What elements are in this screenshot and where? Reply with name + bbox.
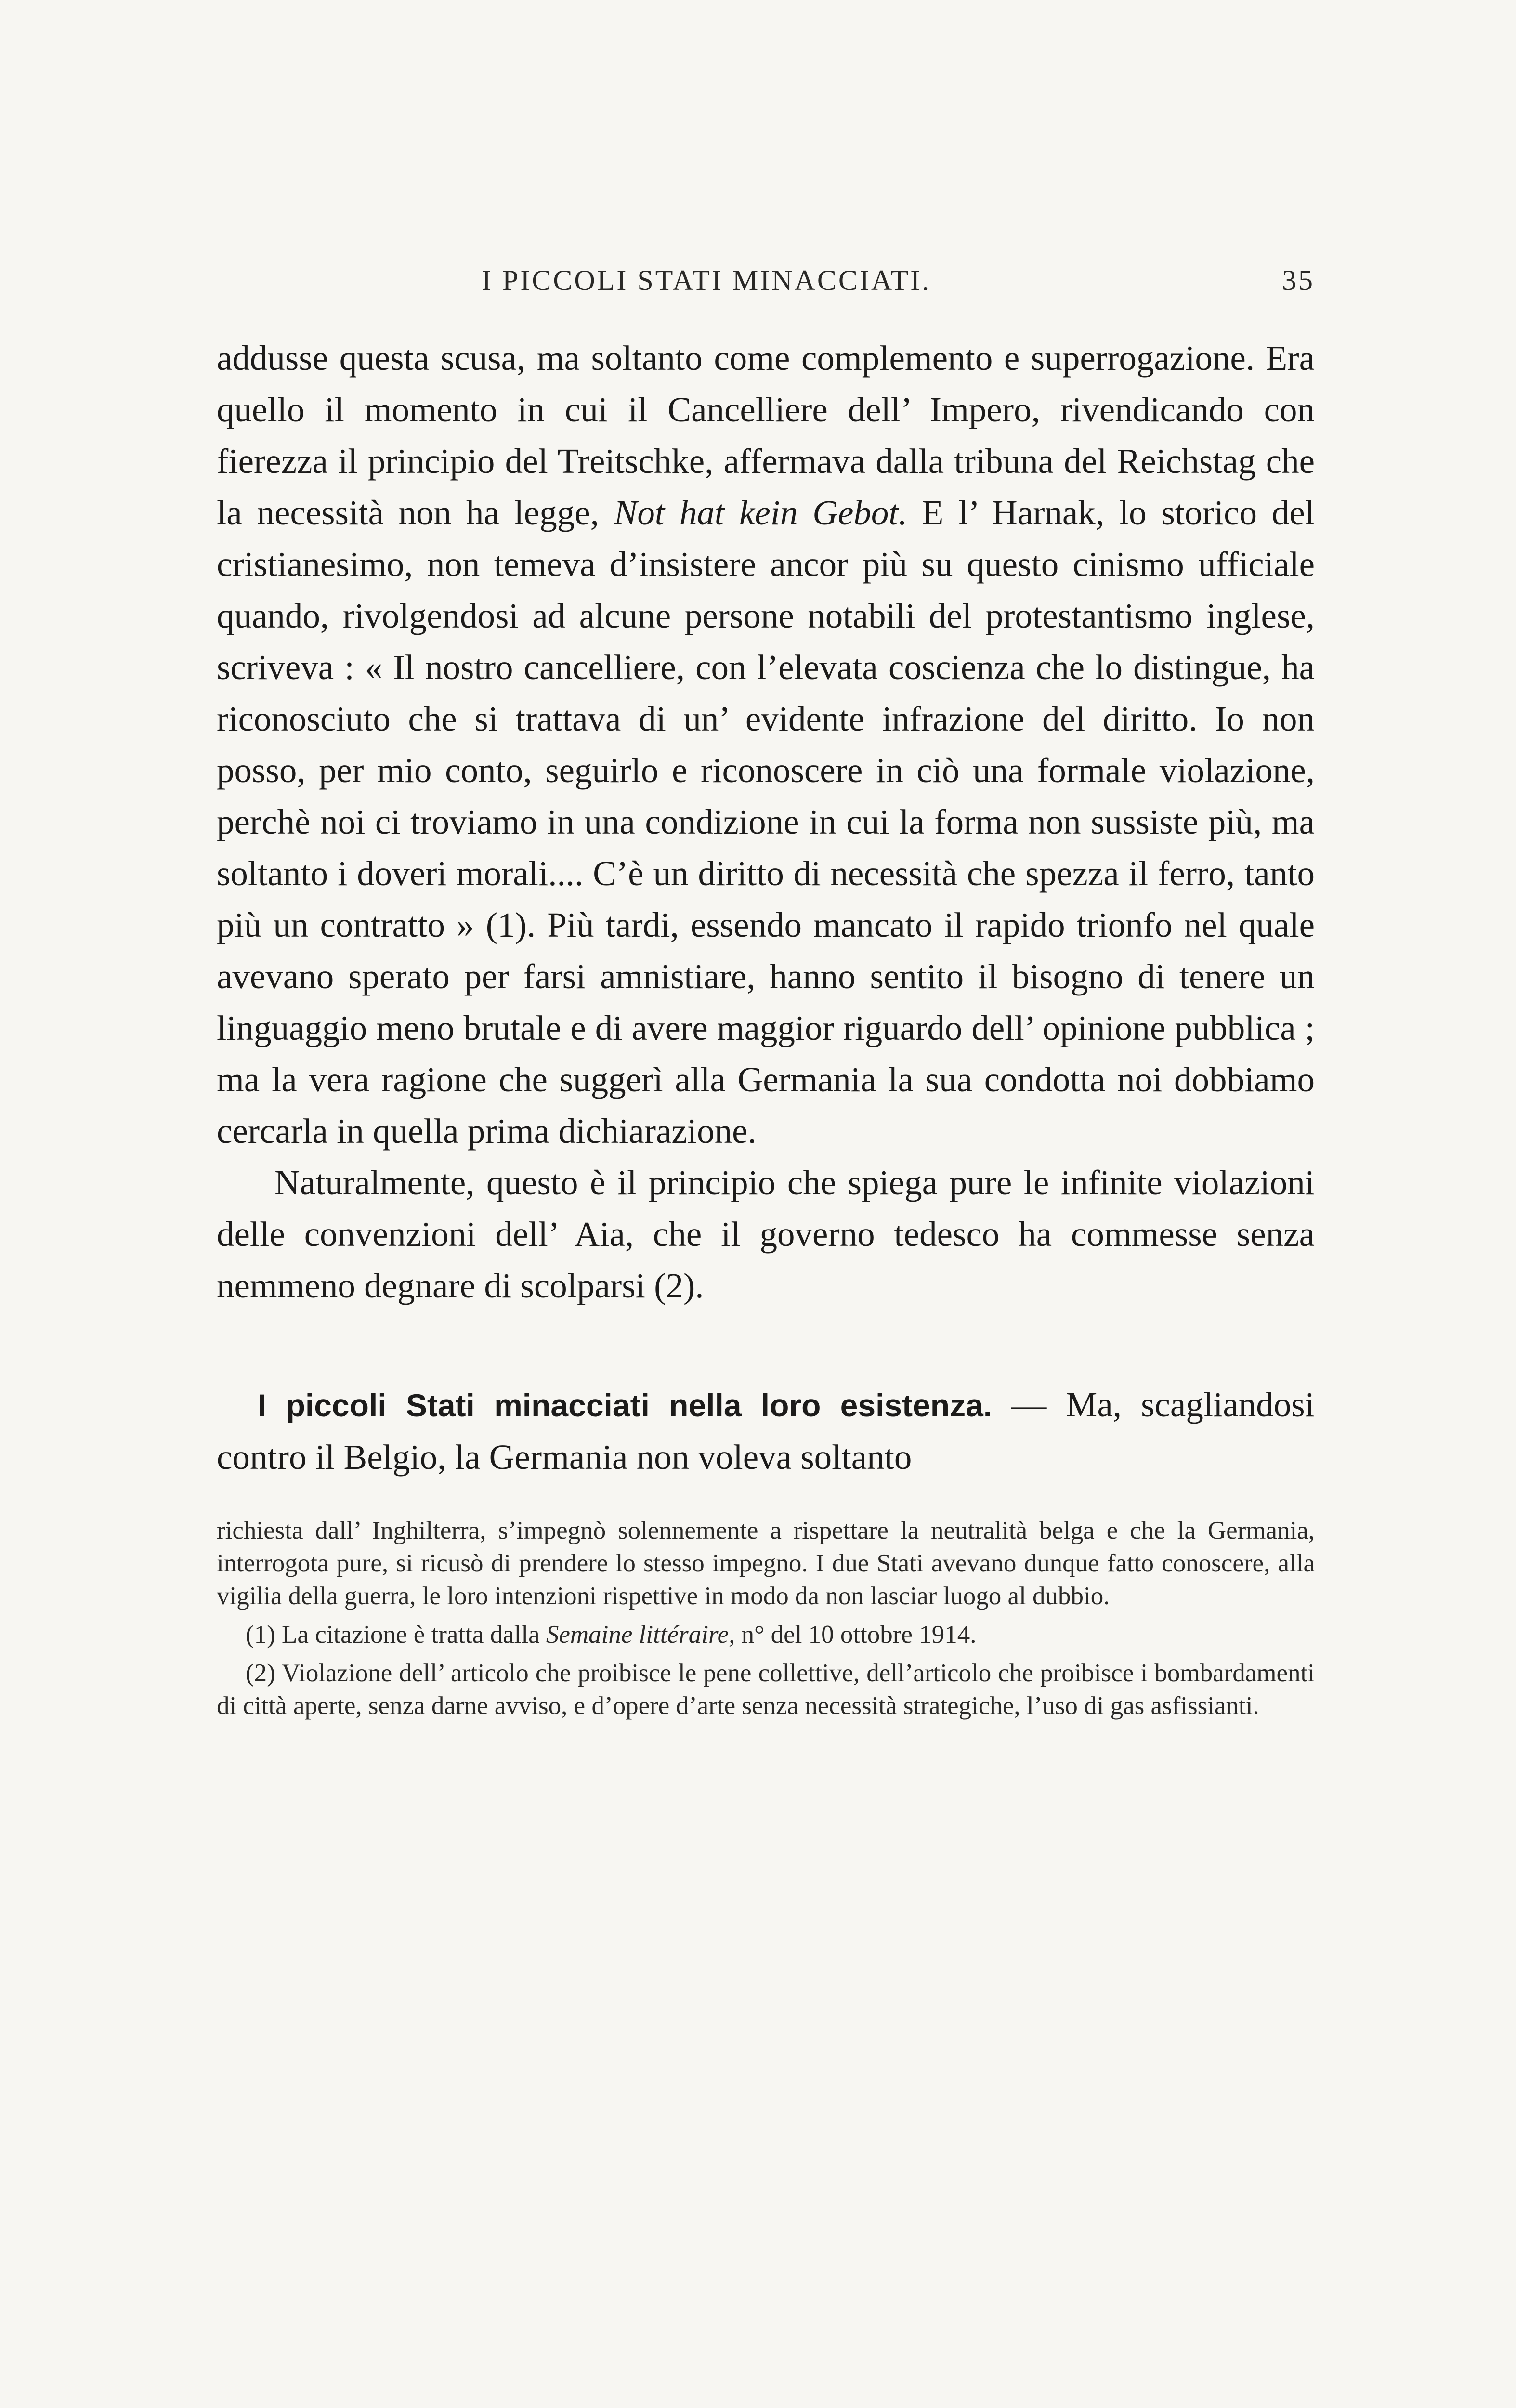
- paragraph-2: Naturalmente, questo è il principio che spiega pure le infinite violazioni delle convenzioni dell’ Aia, che il governo tedesco ha commesse senza nemmeno degnare di scolparsi (2).: [217, 1163, 1315, 1305]
- footnote-1-text-b: n° del 10 ottobre 1914.: [735, 1621, 977, 1649]
- paragraph-1: [217, 332, 1315, 1157]
- footnotes: [217, 1514, 1315, 1722]
- running-head: [217, 264, 1315, 307]
- footnote-continued: richiesta dall’ Inghilterra, s’impegnò solennemente a rispettare la neutralità belga e che la Germania, interrogota pure, si ricusò di prendere lo stesso impegno. I due Stati avevano dunque fatto conoscere, alla vigilia della guerra, le loro intenzioni rispettive in modo da non lasciar luogo al dubbio.: [217, 1517, 1315, 1610]
- page-number: 35: [1282, 264, 1315, 296]
- footnote-1-italic-title: Semaine littéraire,: [546, 1621, 735, 1649]
- footnote-1: [217, 1618, 1315, 1651]
- paragraph-1-italic-quote: Not hat kein Gebot.: [614, 493, 907, 532]
- footnote-2: (2) Violazione dell’ articolo che proibisce le pene collettive, dell’articolo che proibisce i bombardamenti di città aperte, senza darne avviso, e d’opere d’arte senza necessità strategiche, l’uso di gas asfissianti.: [217, 1659, 1315, 1720]
- section-heading: I piccoli Stati minacciati nella loro esistenza.: [258, 1387, 993, 1423]
- main-text: [217, 332, 1315, 1722]
- section-paragraph: [217, 1379, 1315, 1483]
- paragraph-1-text-a: addusse questa scusa, ma soltanto come complemento e superrogazione. Era quello il momento in cui il Cancelliere dell’ Impero, rivendicando con fierezza il principio del Treitschke, affermava dalla tribuna del Reichstag che la necessità non ha legge,: [217, 339, 1315, 532]
- running-title: I PICCOLI STATI MINACCIATI.: [482, 264, 931, 296]
- footnote-1-text-a: (1) La citazione è tratta dalla: [246, 1621, 546, 1649]
- section-text: — Ma, scagliandosi contro il Belgio, la Germania non voleva soltanto: [217, 1385, 1315, 1477]
- paragraph-1-text-b: E l’ Harnak, lo storico del cristianesimo, non temeva d’insistere ancor più su questo cinismo ufficiale quando, rivolgendosi ad alcune persone notabili del protestantismo inglese, scriveva : « Il nostro cancelliere, con l’elevata coscienza che lo distingue, ha riconosciuto che si trattava di un’ evidente infrazione del diritto. Io non posso, per mio conto, seguirlo e riconoscere in ciò una formale violazione, perchè noi ci troviamo in una condizione in cui la forma non sussiste più, ma soltanto i doveri morali.... C’è un diritto di necessità che spezza il ferro, tanto più un contratto » (1). Più tardi, essendo mancato il rapido trionfo nel quale avevano sperato per farsi amnistiare, hanno sentito il bisogno di tenere un linguaggio meno brutale e di avere maggior riguardo dell’ opinione pubblica ; ma la vera ragione che suggerì alla Germania la sua condotta noi dobbiamo cercarla in quella prima dichiarazione.: [217, 493, 1315, 1151]
